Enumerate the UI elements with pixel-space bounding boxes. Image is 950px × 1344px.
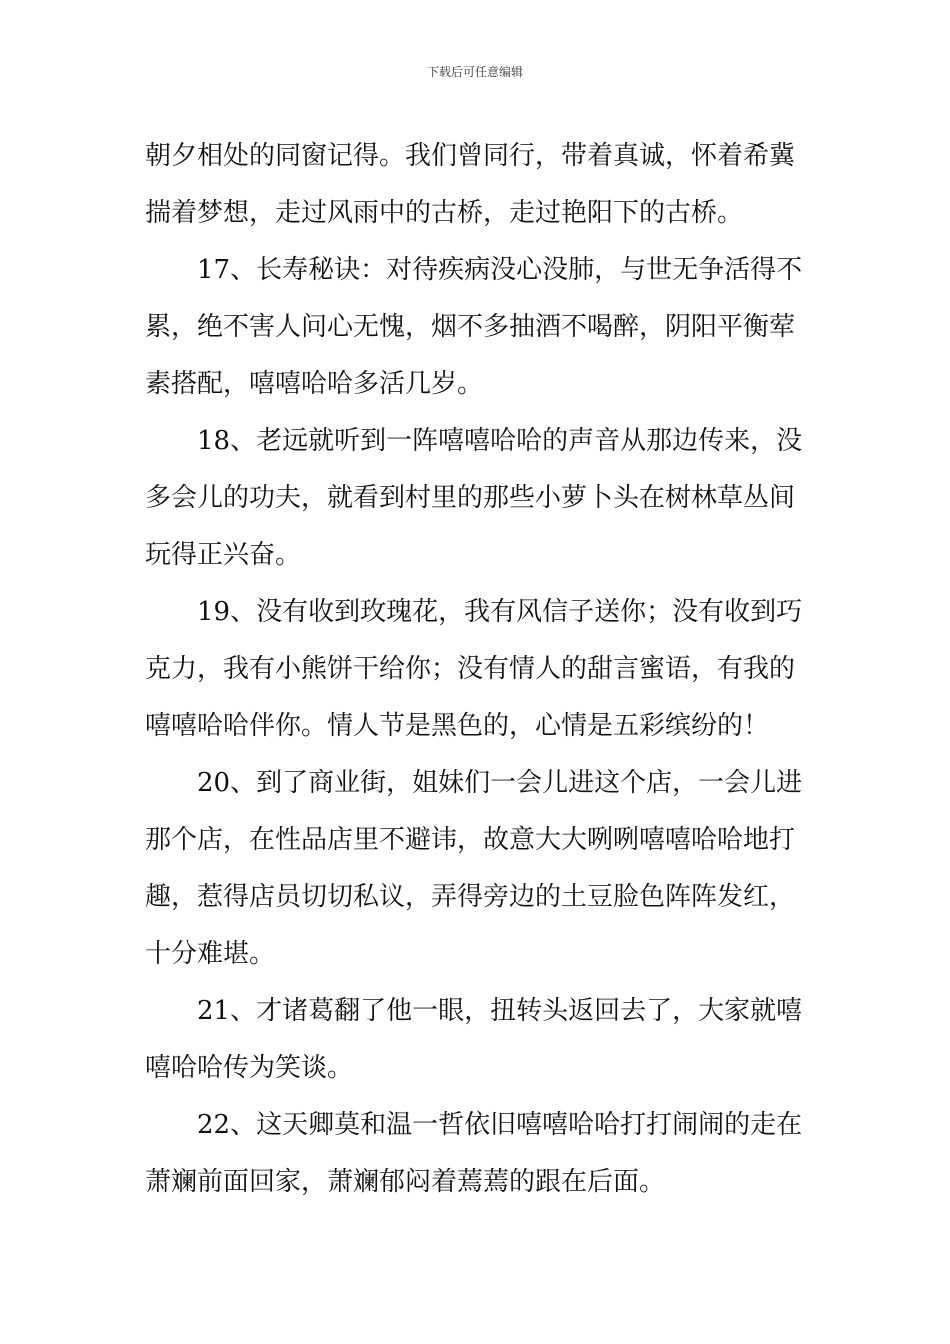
page-header: 下载后可任意编辑 (426, 65, 523, 79)
text-line: 萧斓前面回家，萧斓郁闷着蔫蔫的跟在后面。 (145, 1167, 666, 1197)
text-line: 多会儿的功夫，就看到村里的那些小萝卜头在树林草丛间 (145, 483, 796, 513)
text-line: 朝夕相处的同窗记得。我们曾同行，带着真诚，怀着希冀 (145, 141, 796, 171)
text-line: 玩得正兴奋。 (145, 540, 302, 570)
paragraph-start-21: 21、才诸葛翻了他一眼，扭转头返回去了，大家就嘻 (197, 996, 803, 1026)
text-line: 克力，我有小熊饼干给你；没有情人的甜言蜜语，有我的 (145, 654, 796, 684)
document-body (145, 128, 810, 1211)
paragraph-start-19: 19、没有收到玫瑰花，我有风信子送你；没有收到巧 (197, 597, 803, 627)
text-line: 累，绝不害人问心无愧，烟不多抽酒不喝醉，阴阳平衡荤 (145, 312, 796, 342)
text-line: 趣，惹得店员切切私议，弄得旁边的土豆脸色阵阵发红， (145, 882, 796, 912)
paragraph-start-22: 22、这天卿莫和温一哲依旧嘻嘻哈哈打打闹闹的走在 (197, 1110, 803, 1140)
text-line: 嘻嘻哈哈伴你。情人节是黑色的，心情是五彩缤纷的！ (145, 711, 770, 741)
text-line: 素搭配，嘻嘻哈哈多活几岁。 (145, 369, 484, 399)
paragraph-start-20: 20、到了商业街，姐妹们一会儿进这个店，一会儿进 (197, 768, 803, 798)
text-line: 那个店，在性品店里不避讳，故意大大咧咧嘻嘻哈哈地打 (145, 825, 796, 855)
text-line: 揣着梦想，走过风雨中的古桥，走过艳阳下的古桥。 (145, 198, 744, 228)
paragraph-start-17: 17、长寿秘诀：对待疾病没心没肺，与世无争活得不 (197, 255, 803, 285)
text-line: 十分难堪。 (145, 939, 276, 969)
paragraph-start-18: 18、老远就听到一阵嘻嘻哈哈的声音从那边传来，没 (197, 426, 803, 456)
text-line: 嘻哈哈传为笑谈。 (145, 1053, 354, 1083)
